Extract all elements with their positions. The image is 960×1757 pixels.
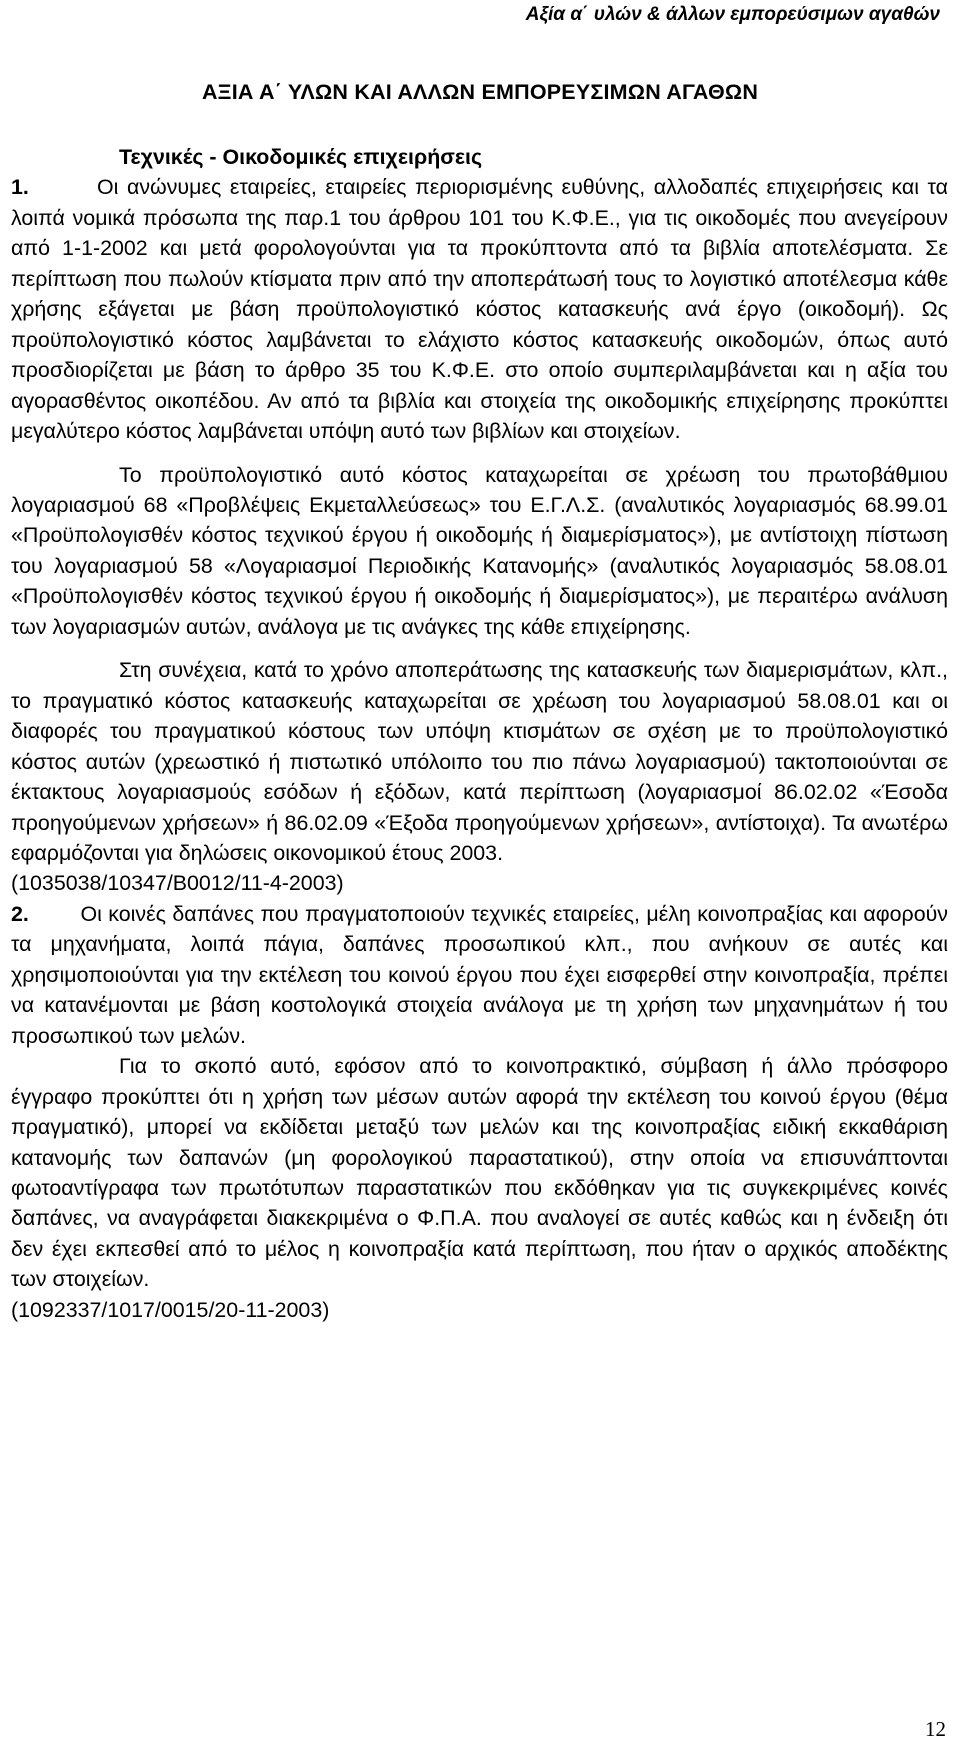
item-1-paragraph-3: Στη συνέχεια, κατά το χρόνο αποπεράτωσης της κατασκευής των διαμερισμάτων, κλπ., το πραγματικό κόστος κατασκευής καταχωρείται σε χρέωση του λογαριασμού 58.08.01 και οι διαφορές του πραγματικού κόστους των υπόψη κτισμάτων σε σχέση με το προϋπολογιστικό κόστος αυτών (χρεωστικό ή πιστωτικό υπόλοιπο του πιο πάνω λογαριασμού) τακτοποιούνται σε έκτακτους λογαριασμούς εσόδων ή εξόδων, κατά περίπτωση (λογαριασμοί 86.02.02 «Έσοδα προηγούμενων χρήσεων» ή 86.02.09 «Έξοδα προηγούμενων χρήσεων», αντίστοιχα). Τα ανωτέρω εφαρμόζονται για δηλώσεις οικονομικού έτους 2003. [11,658,948,865]
document-body [11,142,948,1325]
item-number: 1. [11,175,29,200]
item-1-paragraph-2: Το προϋπολογιστικό αυτό κόστος καταχωρείται σε χρέωση του πρωτοβάθμιου λογαριασμού 68 «Προβλέψεις Εκμεταλλεύσεως» του Ε.Γ.Λ.Σ. (αναλυτικός λογαριασμός 68.99.01 «Προϋπολογισθέν κόστος τεχνικού έργου ή οικοδομής ή διαμερίσματος»), με αντίστοιχη πίστωση του λογαριασμού 58 «Λογαριασμοί Περιοδικής Κατανομής» (αναλυτικός λογαριασμός 58.08.01 «Προϋπολογισθέν κόστος τεχνικού έργου ή οικοδομής ή διαμερίσματος»), με περαιτέρω ανάλυση των λογαριασμών αυτών, ανάλογα με τις ανάγκες της κάθε επιχείρησης. [11,462,948,639]
page-number: 12 [925,1717,946,1741]
item-2-paragraph-2: Για το σκοπό αυτό, εφόσον από το κοινοπρακτικό, σύμβαση ή άλλο πρόσφορο έγγραφο προκύπτει ότι η χρήση των μέσων αυτών αφορά την εκτέλεση του κοινού έργου (θέμα πραγματικό), μπορεί να εκδίδεται μεταξύ των μελών και της κοινοπραξίας ειδική εκκαθάριση κατανομής των δαπανών (μη φορολογικού παραστατικού), στην οποία να επισυνάπτονται φωτοαντίγραφα των πρωτότυπων παραστατικών που εκδόθηκαν για τις συγκεκριμένες κοινές δαπάνες, να αναγράφεται διακεκριμένα ο Φ.Π.Α. που αναλογεί σε αυτές καθώς και η ένδειξη ότι δεν έχει εκπεσθεί από το μέλος η κοινοπραξία κατά περίπτωση, που ήταν ο αρχικός αποδέκτης των στοιχείων. [11,1054,948,1292]
item-number: 2. [11,901,29,926]
item-2-reference: (1092337/1017/0015/20-11-2003) [11,1297,330,1322]
document-title: ΑΞΙΑ Α΄ ΥΛΩΝ ΚΑΙ ΑΛΛΩΝ ΕΜΠΟΡΕΥΣΙΜΩΝ ΑΓΑΘΩΝ [201,80,759,104]
item-1-paragraph [11,172,948,446]
section-heading: Τεχνικές - Οικοδομικές επιχειρήσεις [119,145,483,169]
item-2-paragraph [11,899,948,1051]
item-2-text: Οι κοινές δαπάνες που πραγματοποιούν τεχνικές εταιρείες, μέλη κοινοπραξίας και αφορούν τα μηχανήματα, λοιπά πάγια, δαπάνες προσωπικού κλπ., που ανήκουν σε αυτές και χρησιμοποιούνται για την εκτέλεση του κοινού έργου που έχει εισφερθεί στην κοινοπραξία, πρέπει να κατανέμονται με βάση κοστολογικά στοιχεία ανάλογα με τη χρήση των μηχανημάτων ή του προσωπικού των μελών. [11,901,948,1048]
item-1-reference: (1035038/10347/Β0012/11-4-2003) [11,871,344,896]
item-1-text: Οι ανώνυμες εταιρείες, εταιρείες περιορισμένης ευθύνης, αλλοδαπές επιχειρήσεις και τα λοιπά νομικά πρόσωπα της παρ.1 του άρθρου 101 του Κ.Φ.Ε., για τις οικοδομές που ανεγείρουν από 1-1-2002 και μετά φορολογούνται για τα προκύπτοντα από τα βιβλία αποτελέσματα. Σε περίπτωση που πωλούν κτίσματα πριν από την αποπεράτωσή τους το λογιστικό αποτέλεσμα κάθε χρήσης εξάγεται με βάση προϋπολογιστικό κόστος κατασκευής ανά έργο (οικοδομή). Ως προϋπολογιστικό κόστος λαμβάνεται το ελάχιστο κόστος κατασκευής οικοδομών, όπως αυτό προσδιορίζεται με βάση το άρθρο 35 του Κ.Φ.Ε. στο οποίο συμπεριλαμβάνεται και η αξία του αγορασθέντος οικοπέδου. Αν από τα βιβλία και στοιχεία της οικοδομικής επιχείρησης προκύπτει μεγαλύτερο κόστος λαμβάνεται υπόψη αυτό των βιβλίων και στοιχείων. [11,175,948,444]
running-header: Αξία α΄ υλών & άλλων εμπορεύσιμων αγαθών [525,4,940,25]
